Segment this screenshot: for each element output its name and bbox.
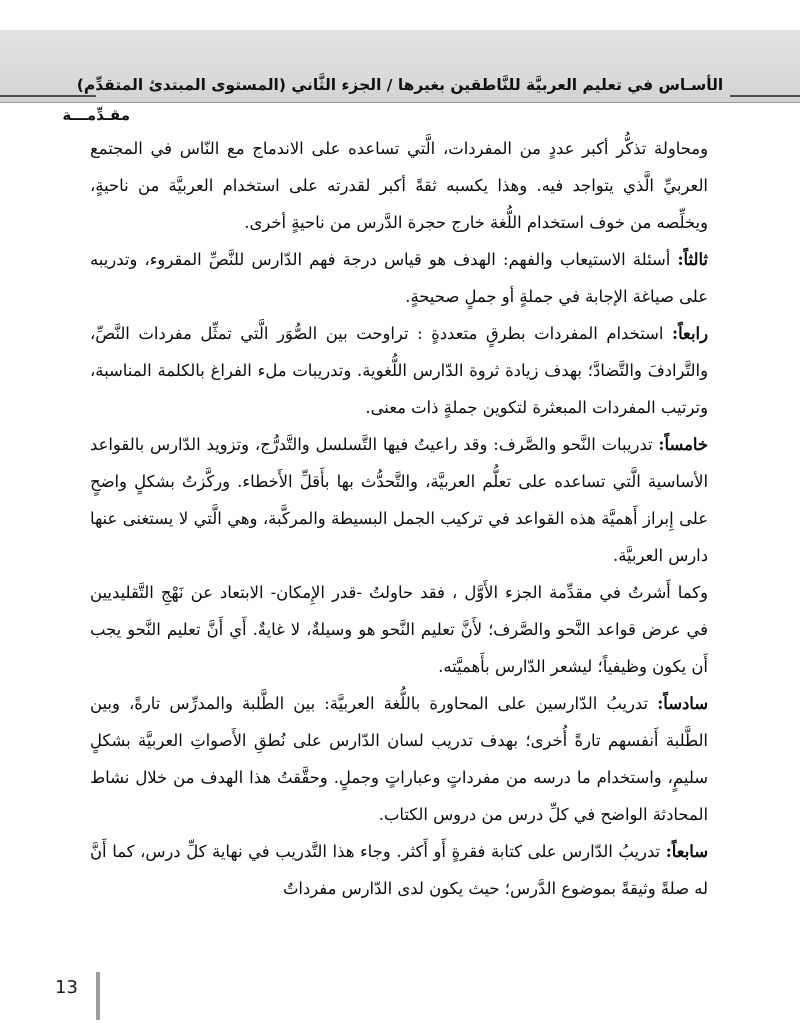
header-rule-left xyxy=(0,95,96,97)
paragraph-text: تدريبات النَّحو والصَّرف: وقد راعيتُ فيها التَّسلسل والتَّدرُّج، وتزويد الدّارس بالقواعد الأساسية الَّتي تساعده على تعلُّم العربيَّة، والتَّحدُّث بها بأَقلِّ الأَخطاء. وركَّزتُ بشكلٍ واضحٍ على إِبراز أَهميَّة هذه القواعد في تركيب الجمل البسيطة والمركَّبة، وهي الَّتي لا يستغنى عنها دارس العربيَّة. xyxy=(90,435,708,565)
paragraph-text: تدريبُ الدّارس على كتابة فقرةٍ أَو أَكثر. وجاء هذا التَّدريب في نهاية كلِّ درس، كما أَنَّ له صلةً وثيقةً بموضوع الدَّرس؛ حيث يكون لدى الدّارس مفرداتٌ xyxy=(90,842,708,898)
header-rule-right xyxy=(730,95,800,97)
footer-divider xyxy=(96,972,100,1020)
paragraph xyxy=(90,574,708,685)
paragraph xyxy=(90,685,708,833)
paragraph-text: تدريبُ الدّارسين على المحاورة باللُّغة العربيَّة: بين الطَّلبة والمدرِّس تارةً، وبين الطَّلبة أَنفسهم تارةً أُخرى؛ بهدف تدريب لسان الدّارس على نُطقِ الأَصواتِ العربيَّة بشكلٍ سليمٍ، واستخدام ما درسه من مفرداتٍ وعباراتٍ وجملٍ. وحقَّقتُ هذا الهدف من خلال نشاط المحادثة الواضح في كلِّ درس من دروس الكتاب. xyxy=(90,694,708,824)
paragraph-lead: ثالثاً: xyxy=(677,250,708,269)
paragraph xyxy=(90,241,708,315)
paragraph xyxy=(90,130,708,241)
paragraph xyxy=(90,426,708,574)
paragraph-text: أسئلة الاستيعاب والفهم: الهدف هو قياس درجة فهم الدّارس للنَّصِّ المقروء، وتدريبه على صياغة الإجابة في جملةٍ أو جملٍ صحيحةٍ. xyxy=(90,250,708,306)
running-head-title: الأسـاس في تعليم العربيَّة للنَّاطقين بغيرها / الجزء الثَّاني (المستوى المبتدئ المتقدِّم) xyxy=(76,76,724,94)
page-number: 13 xyxy=(55,977,78,998)
paragraph-text: استخدام المفردات بطرقٍ متعددةٍ : تراوحت بين الصُّوَر الَّتي تمثِّل مفردات النَّصِّ، والتَّرادفَ والتَّضادَّ؛ بهدف زيادة ثروة الدّارس اللُّغوية. وتدريبات ملء الفراغ بالكلمة المناسبة، وترتيب المفردات المبعثرة لتكوين جملةٍ ذات معنى. xyxy=(90,324,708,417)
paragraph-text: ومحاولة تذكُّر أكبر عددٍ من المفردات، الَّتي تساعده على الاندماج مع النّاس في المجتمع العربيِّ الَّذي يتواجد فيه. وهذا يكسبه ثقةً أكبر لقدرته على استخدام العربيَّة من ناحيةٍ، ويخلِّصه من خوف استخدام اللُّغة خارج حجرة الدَّرس من ناحيةٍ أخرى. xyxy=(90,139,708,232)
paragraph-lead: خامساً: xyxy=(658,435,708,454)
running-head-band xyxy=(0,30,800,124)
paragraph-lead: سادساً: xyxy=(657,694,708,713)
paragraph xyxy=(90,833,708,907)
body-text-column xyxy=(90,130,708,907)
section-heading: مقـدِّمـــة xyxy=(62,106,130,124)
paragraph-lead: رابعاً: xyxy=(672,324,708,343)
paragraph-text: وكما أَشرتُ في مقدِّمة الجزء الأَوَّل ، فقد حاولتُ -قدر الإِمكان- الابتعاد عن نَهْجِ التَّقليديين في عرض قواعد النَّحو والصَّرف؛ لأَنَّ تعليم النَّحو هو وسيلةٌ، لا غايةٌ. أَي أَنَّ تعليم النَّحو يجب أَن يكون وظيفياً؛ ليشعر الدّارس بأَهميَّته. xyxy=(90,583,708,676)
paragraph-lead: سابعاً: xyxy=(665,842,708,861)
paragraph xyxy=(90,315,708,426)
